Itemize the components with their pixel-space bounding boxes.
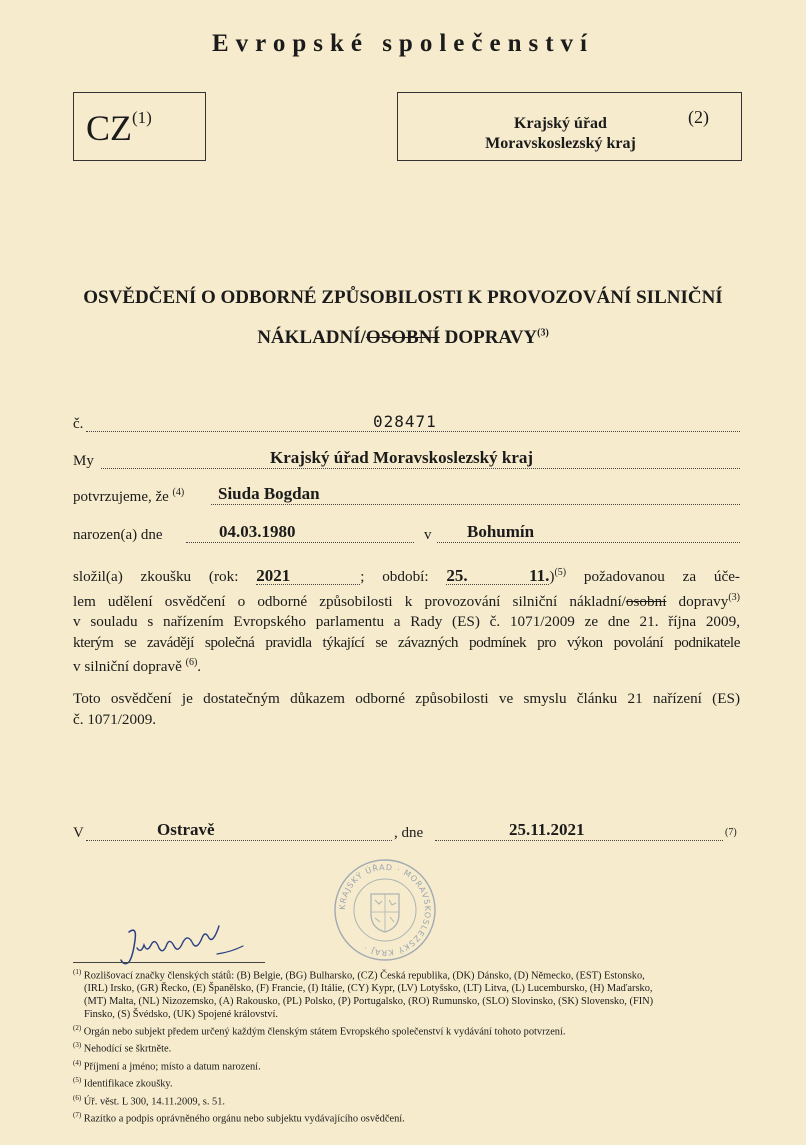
footnote-3: $^{(3)}$ Nehodící se škrtněte. bbox=[73, 1041, 172, 1055]
country-code-box bbox=[73, 92, 206, 161]
signature-line bbox=[73, 962, 265, 963]
issuing-authority-box bbox=[397, 92, 742, 161]
statement-paragraph bbox=[73, 689, 740, 730]
born-label: narozen(a) dne bbox=[73, 527, 163, 543]
footnotes: $^{(1)}$ Rozlišovací značky členských států: (B) Belgie, (BG) Bulharsko, (CZ) Česká republika, (DK) Dánsko, (D) Německo, (EST) Estonsko, (IRL) Irsko, (GR) Řecko, (E) Španělsko, (F) Francie, (I) Itálie, (CY) Kypr, (LV) Lotyšsko, (LT) Litva, (L) Lucembursko, (H) Maďarsko, (MT) Malta, (NL) Nizozemsko, (A) Rakousko, (PL) Polsko, (P) Portugalsko, (RO) Rumunsko, (SLO) Slovinsko, (SK) Slovensko, (FIN) Finsko, (S) Švédsko, (UK) Spojené království. $^{(2)}$ Orgán nebo subjekt předem určený každým členským státem Evropského společenství k vydávání tohoto potvrzení. $^{(3)}$ Nehodící se škrtněte. $^{(4)}$ Příjmení a jméno; místo a datum narození. $^{(5)}$ Identifikace zkoušky. $^{(6)}$ Úř. věst. L 300, 14.11.2009, s. 51. $^{(7)}$ Razítko a podpis oprávněného orgánu nebo subjektu vydávajícího osvědčení. bbox=[73, 966, 745, 1126]
footnote-6: $^{(6)}$ Úř. věst. L 300, 14.11.2009, s. 51. bbox=[73, 1093, 226, 1108]
exam-line-2: lem udělení osvědčení o odborné způsobilosti k provozování silniční nákladní/osobní dopravy$^{(3)}$ bbox=[73, 591, 740, 610]
footnote-5: $^{(5)}$ Identifikace zkoušky. bbox=[73, 1076, 173, 1090]
birth-place: Bohumín bbox=[467, 522, 535, 541]
statement-line-1: Toto osvědčení je dostatečným důkazem odborné způsobilosti ve smyslu článku 21 nařízení (ES) bbox=[73, 690, 740, 707]
authority-line-1: Krajský úřad bbox=[514, 115, 607, 132]
place-label: V bbox=[73, 825, 84, 841]
place-date-footnote-mark: (7) bbox=[725, 827, 737, 838]
confirm-label: potvrzujeme, že $^{(4)}$ bbox=[73, 487, 185, 505]
footnote-1: $^{(1)}$ Rozlišovací značky členských států: (B) Belgie, (BG) Bulharsko, (CZ) Česká republika, (DK) Dánsko, (D) Německo, (EST) Estonsko, bbox=[73, 968, 645, 982]
place-date-row bbox=[73, 820, 740, 844]
exam-period: 25. 11. bbox=[446, 566, 550, 586]
issuer-row bbox=[73, 448, 740, 472]
document-heading: Evropské společenství bbox=[212, 30, 594, 57]
exam-year: 2021 bbox=[256, 568, 360, 585]
struck-osobni-text: osobní bbox=[625, 592, 667, 610]
date-label: , dne bbox=[394, 825, 424, 841]
issue-date: 25.11.2021 bbox=[509, 820, 585, 839]
birth-date: 04.03.1980 bbox=[219, 522, 296, 541]
certificate-number: 028471 bbox=[373, 412, 437, 431]
authority-line-2: Moravskoslezský kraj bbox=[485, 135, 636, 152]
footnote-2: $^{(2)}$ Orgán nebo subjekt předem určený každým členským státem Evropského společenství k vydávání tohoto potvrzení. bbox=[73, 1024, 566, 1038]
holder-name: Siuda Bogdan bbox=[218, 484, 320, 503]
authority-footnote-mark: (2) bbox=[688, 107, 709, 127]
birth-row bbox=[73, 522, 740, 546]
svg-text:KRAJSKÝ ÚŘAD · MORAVSKOSLEZSKÝ: KRAJSKÝ ÚŘAD · MORAVSKOSLEZSKÝ KRAJ · bbox=[337, 862, 433, 958]
holder-row bbox=[73, 484, 740, 508]
official-stamp bbox=[333, 858, 437, 962]
exam-line-4: kterým se zavádějí společná pravidla týkající se závazných podmínek pro výkon povolání podnikatele bbox=[73, 633, 740, 651]
footnote-4: $^{(4)}$ Příjmení a jméno; místo a datum narození. bbox=[73, 1058, 261, 1073]
certificate-number-row bbox=[73, 411, 740, 435]
certificate-title-line-1: OSVĚDČENÍ O ODBORNÉ ZPŮSOBILOSTI K PROVOZOVÁNÍ SILNIČNÍ bbox=[83, 287, 723, 308]
exam-paragraph bbox=[73, 563, 740, 678]
handwritten-signature bbox=[117, 918, 265, 968]
struck-osobni: OSOBNÍ bbox=[365, 327, 440, 348]
exam-line-3: v souladu s nařízením Evropského parlamentu a Rady (ES) č. 1071/2009 ze dne 21. října 2009, bbox=[73, 613, 740, 631]
exam-line-5: v silniční dopravě $^{(6)}$. bbox=[73, 657, 202, 676]
issuer-label: My bbox=[73, 453, 94, 469]
issuer-name: Krajský úřad Moravskoslezský kraj bbox=[270, 448, 534, 467]
statement-line-2: č. 1071/2009. bbox=[73, 710, 157, 728]
issue-place: Ostravě bbox=[157, 820, 215, 839]
certificate-title-line-2: NÁKLADNÍ/OSOBNÍ DOPRAVY$^{(3)}$ bbox=[257, 327, 549, 348]
born-in-label: v bbox=[424, 527, 432, 543]
coat-of-arms-icon bbox=[371, 894, 399, 932]
number-label: č. bbox=[73, 416, 84, 432]
country-code: CZ$^{(1)}$ bbox=[86, 108, 152, 148]
exam-line-1: složil(a) zkoušku (rok: 2021 ; období: 25. 11.)$^{(5)}$ požadovanou za úče- bbox=[73, 566, 740, 586]
footnote-7: $^{(7)}$ Razítko a podpis oprávněného orgánu nebo subjektu vydávajícího osvědčení. bbox=[73, 1110, 405, 1125]
